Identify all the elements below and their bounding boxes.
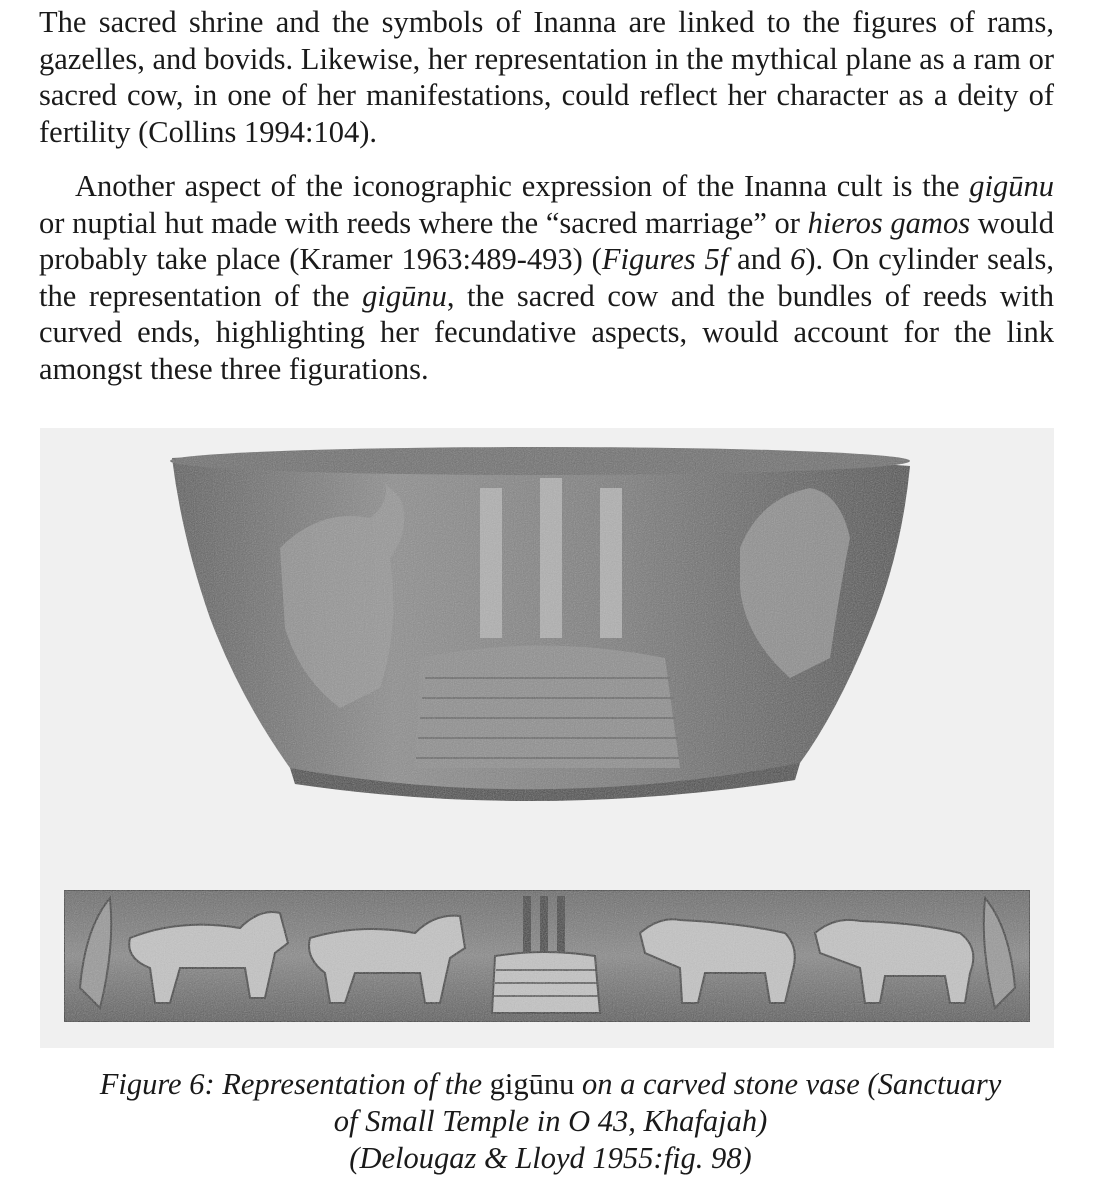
figure-6-image	[40, 428, 1054, 1048]
p2-text: and	[728, 242, 791, 276]
frieze-drawing	[64, 890, 1030, 1022]
stone-vase-photo	[170, 447, 910, 801]
p2-text: Another aspect of the iconographic expression of the Inanna cult is the	[75, 169, 970, 203]
p2-term-hieros-gamos: hieros gamos	[807, 205, 971, 240]
p2-text: would probably take place (Kramer 1963:489-493) (	[39, 205, 1055, 276]
p2-text: ). On cylinder seals, the representation of the	[39, 242, 1054, 313]
p2-term-gigunu: gigūnu	[969, 169, 1054, 203]
figure-caption-line-3: (Delougaz & Lloyd 1955:fig. 98)	[349, 1141, 752, 1175]
paragraph-2	[39, 168, 1054, 387]
figure-caption-line-2: of Small Temple in O 43, Khafajah)	[333, 1104, 768, 1138]
paragraph-1: The sacred shrine and the symbols of Inanna are linked to the figures of rams, gazelles, and bovids. Likewise, her representation in the mythical plane as a ram or sacred cow, in one of her manifestations, could reflect her character as a deity of fertility (Collins 1994:104).	[39, 5, 1054, 149]
p2-term-gigunu: gigūnu	[362, 278, 447, 313]
figure-caption-line-1	[0, 1066, 1101, 1103]
p2-text: or nuptial hut made with reeds where the “sacred marriage” or	[39, 205, 808, 240]
p2-figure-ref: 6	[790, 242, 806, 276]
caption-text: on a carved stone vase (Sanctuary	[574, 1067, 1002, 1101]
caption-term-gigunu: gigūnu	[489, 1067, 575, 1101]
p2-text: , the sacred cow and the bundles of reeds with curved ends, highlighting her fecundative aspects, would account for the link amongst these three figurations.	[39, 278, 1054, 386]
caption-text: Figure 6: Representation of the	[99, 1067, 490, 1101]
p2-figure-ref: Figures 5f	[601, 242, 729, 276]
